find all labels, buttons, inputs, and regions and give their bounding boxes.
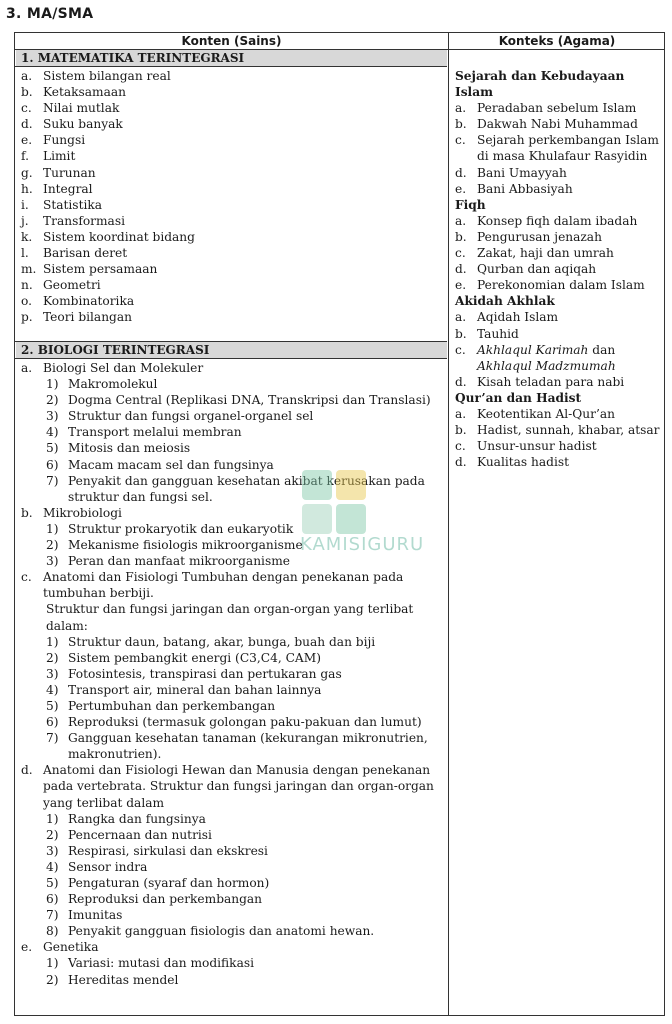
sub-item-text: Reproduksi (termasuk golongan paku-pakuan dan lumut) <box>68 715 422 730</box>
item-marker: b. <box>455 117 467 132</box>
item-marker: b. <box>455 326 467 341</box>
item-text: Suku banyak <box>43 117 123 132</box>
sub-item-number: 1) <box>46 811 59 826</box>
agama-item <box>455 181 662 197</box>
sub-item-number: 6) <box>46 715 59 730</box>
math-item <box>21 68 441 84</box>
item-text: Perekonomian dalam Islam <box>477 278 645 293</box>
math-item <box>21 309 441 325</box>
item-marker: a. <box>455 406 467 421</box>
math-item <box>21 181 441 197</box>
sub-item-text: Struktur prokaryotik dan eukaryotik <box>68 521 294 536</box>
sub-item-text: Variasi: mutasi dan modifikasi <box>68 956 254 971</box>
sub-item-text: Penyakit gangguan fisiologis dan anatomi hewan. <box>68 924 375 939</box>
item-marker: e. <box>21 940 33 955</box>
agama-item <box>455 165 662 181</box>
item-text: Zakat, haji dan umrah <box>477 246 614 261</box>
sub-item-number: 2) <box>46 393 59 408</box>
item-marker: c. <box>455 342 466 357</box>
item-text: Sistem bilangan real <box>43 69 171 83</box>
sub-item <box>21 811 445 827</box>
item-text: Biologi Sel dan Molekuler <box>43 361 204 375</box>
math-list <box>21 68 441 326</box>
sub-item <box>21 682 445 698</box>
sub-item <box>21 650 445 666</box>
sub-item <box>21 666 445 682</box>
item-marker: d. <box>455 455 467 470</box>
bio-group-d <box>21 762 445 810</box>
item-text: Keotentikan Al-Qur’an <box>477 406 615 421</box>
sub-item-text: Mekanisme fisiologis mikroorganisme <box>68 538 303 553</box>
sub-item-number: 1) <box>46 956 59 971</box>
sub-item <box>21 859 445 875</box>
sub-item-number: 3) <box>46 843 59 858</box>
agama-item <box>455 132 662 164</box>
item-marker: d. <box>455 374 467 389</box>
sub-item-number: 6) <box>46 457 59 472</box>
sub-item-number: 1) <box>46 377 59 392</box>
bio-intro: Struktur dan fungsi jaringan dan organ-organ yang terlibat dalam: <box>46 602 414 633</box>
sejarah-title: Sejarah dan Kebudayaan Islam <box>455 69 625 100</box>
sub-item-text: Pencernaan dan nutrisi <box>68 827 212 842</box>
sub-item <box>21 634 445 650</box>
item-text: Integral <box>43 181 93 196</box>
item-marker: e. <box>21 133 33 148</box>
item-marker: c. <box>21 101 32 116</box>
item-text: Nilai mutlak <box>43 101 120 116</box>
sub-item-number: 1) <box>46 521 59 536</box>
sub-item <box>21 827 445 843</box>
item-text-italic: Akhlaqul Karimah <box>477 342 589 357</box>
sub-item <box>21 392 445 408</box>
bio-group-e <box>21 939 445 955</box>
item-text: Geometri <box>43 278 101 293</box>
sub-item-number: 5) <box>46 698 59 713</box>
math-item <box>21 116 441 132</box>
math-item <box>21 132 441 148</box>
sub-item-text: Hereditas mendel <box>68 972 179 987</box>
item-text: Qurban dan aqiqah <box>477 262 597 277</box>
sub-item <box>21 440 445 456</box>
sub-item <box>21 891 445 907</box>
page-heading: 3. MA/SMA <box>6 6 94 22</box>
sub-item <box>21 408 445 424</box>
math-item <box>21 229 441 245</box>
sub-item-text: Penyakit dan gangguan kesehatan akibat kerusakan pada struktur dan fungsi sel. <box>68 473 425 504</box>
sub-item-number: 8) <box>46 924 59 939</box>
sub-item-text: Pertumbuhan dan perkembangan <box>68 698 276 713</box>
math-item <box>21 245 441 261</box>
math-item <box>21 261 441 277</box>
sub-item <box>21 923 445 939</box>
sub-item-text: Struktur dan fungsi organel-organel sel <box>68 409 314 424</box>
item-text: Transformasi <box>43 213 125 228</box>
agama-item <box>455 277 662 293</box>
item-marker: a. <box>455 213 467 228</box>
agama-item <box>455 309 662 325</box>
item-text-italic: Akhlaqul Madzmumah <box>477 358 616 373</box>
sub-item-number: 7) <box>46 473 59 488</box>
header-konten: Konten (Sains) <box>181 34 282 48</box>
sub-item-text: Mitosis dan meiosis <box>68 441 191 456</box>
item-marker: d. <box>455 165 467 180</box>
item-text: Kisah teladan para nabi <box>477 374 625 389</box>
sub-item-number: 2) <box>46 827 59 842</box>
item-marker: p. <box>21 310 33 325</box>
sub-item-text: Rangka dan fungsinya <box>68 811 206 826</box>
sub-item-text: Pengaturan (syaraf dan hormon) <box>68 876 270 890</box>
sub-item-number: 6) <box>46 892 59 907</box>
bio-group-b <box>21 505 445 521</box>
sub-item-number: 2) <box>46 972 59 987</box>
math-item <box>21 100 441 116</box>
item-marker: e. <box>455 278 467 293</box>
sub-item <box>21 714 445 730</box>
math-item <box>21 213 441 229</box>
math-item <box>21 293 441 309</box>
agama-item <box>455 100 662 116</box>
sub-item-number: 3) <box>46 666 59 681</box>
item-text: Kualitas hadist <box>477 455 570 470</box>
math-item <box>21 197 441 213</box>
item-text: Barisan deret <box>43 246 128 261</box>
math-title-divider <box>15 66 447 67</box>
item-marker: c. <box>455 439 466 454</box>
item-marker: a. <box>455 310 467 325</box>
sub-item-number: 3) <box>46 554 59 569</box>
item-marker: k. <box>21 229 33 244</box>
item-text: Anatomi dan Fisiologi Hewan dan Manusia dengan penekanan pada vertebrata. Struktur dan fungsi jaringan dan organ-organ yang terlibat dalam <box>43 763 434 810</box>
sub-item <box>21 698 445 714</box>
agama-item <box>455 454 662 470</box>
math-item <box>21 84 441 100</box>
sub-item <box>21 875 445 891</box>
sub-item <box>21 843 445 859</box>
sub-item-text: Sensor indra <box>68 859 148 874</box>
sub-item-text: Sistem pembangkit energi (C3,C4, CAM) <box>68 650 321 665</box>
item-text: Sistem koordinat bidang <box>43 229 195 244</box>
item-marker: a. <box>21 69 33 83</box>
sub-item-text: Imunitas <box>68 908 123 923</box>
item-text: Pengurusan jenazah <box>477 229 602 244</box>
sub-item-text: Struktur daun, batang, akar, bunga, buah dan biji <box>68 634 376 649</box>
sub-item-text: Makromolekul <box>68 377 158 392</box>
agama-item <box>455 213 662 229</box>
agama-item <box>455 326 662 342</box>
sub-item <box>21 473 445 505</box>
header-konteks: Konteks (Agama) <box>498 34 616 48</box>
item-marker: g. <box>21 165 33 180</box>
sub-item-number: 7) <box>46 908 59 923</box>
bio-group-a <box>21 360 445 376</box>
sub-item-number: 5) <box>46 876 59 890</box>
agama-item <box>455 374 662 390</box>
item-text: Statistika <box>43 197 103 212</box>
sub-item-text: Dogma Central (Replikasi DNA, Transkripsi dan Translasi) <box>68 393 431 408</box>
sub-item-text: Peran dan manfaat mikroorganisme <box>68 554 290 569</box>
item-marker: b. <box>455 229 467 244</box>
item-text: Bani Umayyah <box>477 165 567 180</box>
math-item <box>21 277 441 293</box>
item-text-plain: dan <box>588 342 616 357</box>
sub-item-number: 3) <box>46 409 59 424</box>
agama-item <box>455 245 662 261</box>
item-marker: c. <box>21 570 32 585</box>
fiqh-title: Fiqh <box>455 197 486 212</box>
item-text: Bani Abbasiyah <box>477 181 573 196</box>
agama-item <box>455 406 662 422</box>
item-text: Dakwah Nabi Muhammad <box>477 117 638 132</box>
item-marker: n. <box>21 278 33 293</box>
sub-item-number: 4) <box>46 859 59 874</box>
item-marker: e. <box>455 181 467 196</box>
agama-list <box>455 68 662 470</box>
item-text: Teori bilangan <box>43 310 132 325</box>
item-marker: o. <box>21 294 32 309</box>
item-marker: b. <box>21 85 33 100</box>
item-text <box>477 342 616 374</box>
item-marker: c. <box>455 133 466 148</box>
item-text: Unsur-unsur hadist <box>477 439 597 454</box>
item-marker: i. <box>21 197 29 212</box>
sub-item-text: Respirasi, sirkulasi dan ekskresi <box>68 843 268 858</box>
sub-item-text: Transport melalui membran <box>68 425 242 440</box>
item-marker: d. <box>455 262 467 277</box>
agama-item <box>455 261 662 277</box>
sub-item <box>21 376 445 392</box>
sub-item-text: Gangguan kesehatan tanaman (kekurangan mikronutrien, makronutrien). <box>68 731 428 762</box>
item-text: Konsep fiqh dalam ibadah <box>477 213 638 228</box>
math-item <box>21 148 441 164</box>
watermark-logo-icon <box>300 468 368 536</box>
item-marker: c. <box>455 246 466 261</box>
watermark-text: KAMISIGURU <box>300 534 425 555</box>
sub-item-text: Fotosintesis, transpirasi dan pertukaran gas <box>68 666 342 681</box>
item-marker: b. <box>21 505 33 520</box>
item-text: Turunan <box>43 165 96 180</box>
item-text: Limit <box>43 149 76 164</box>
item-marker: d. <box>21 763 33 778</box>
sub-item <box>21 955 445 971</box>
item-marker: m. <box>21 262 37 277</box>
sub-item-text: Macam macam sel dan fungsinya <box>68 457 274 472</box>
sub-item <box>21 907 445 923</box>
sub-item-number: 5) <box>46 441 59 456</box>
item-text: Mikrobiologi <box>43 505 122 520</box>
agama-item <box>455 438 662 454</box>
item-text: Peradaban sebelum Islam <box>477 101 637 116</box>
math-item <box>21 165 441 181</box>
quran-title: Qur’an dan Hadist <box>455 390 582 405</box>
sub-item-number: 7) <box>46 731 59 746</box>
item-marker: j. <box>21 213 29 228</box>
item-marker: b. <box>455 423 467 438</box>
bio-title-divider <box>15 358 447 359</box>
sub-item <box>21 553 445 569</box>
item-text: Ketaksamaan <box>43 85 126 100</box>
item-text: Fungsi <box>43 133 86 148</box>
sub-item <box>21 730 445 762</box>
item-text: Anatomi dan Fisiologi Tumbuhan dengan penekanan pada tumbuhan berbiji. <box>43 570 404 601</box>
item-text: Sejarah perkembangan Islam di masa Khulafaur Rasyidin <box>477 133 659 164</box>
sub-item-text: Reproduksi dan perkembangan <box>68 892 263 907</box>
item-marker: a. <box>455 101 467 116</box>
item-text: Sistem persamaan <box>43 262 158 277</box>
item-marker: a. <box>21 361 33 375</box>
agama-item <box>455 342 662 374</box>
sub-item <box>21 972 445 988</box>
sub-item <box>21 457 445 473</box>
item-marker: d. <box>21 117 33 132</box>
bio-group-c <box>21 569 445 601</box>
column-divider <box>448 33 449 1015</box>
sub-item-text: Transport air, mineral dan bahan lainnya <box>68 682 322 697</box>
section-math-title: 1. MATEMATIKA TERINTEGRASI <box>16 50 447 66</box>
sub-item-number: 4) <box>46 682 59 697</box>
item-text: Kombinatorika <box>43 294 135 309</box>
item-text: Genetika <box>43 940 99 955</box>
section-bio-title: 2. BIOLOGI TERINTEGRASI <box>16 342 447 358</box>
sub-item-number: 2) <box>46 538 59 553</box>
item-text: Hadist, sunnah, khabar, atsar <box>477 423 660 438</box>
item-marker: l. <box>21 246 29 261</box>
item-text: Tauhid <box>477 326 519 341</box>
akidah-title: Akidah Akhlak <box>455 294 555 309</box>
agama-item <box>455 116 662 132</box>
item-marker: f. <box>21 149 29 164</box>
sub-item <box>21 424 445 440</box>
sub-item-number: 1) <box>46 634 59 649</box>
bio-list <box>21 360 445 988</box>
agama-item <box>455 229 662 245</box>
item-marker: h. <box>21 181 33 196</box>
item-text: Aqidah Islam <box>477 310 559 325</box>
sub-item-number: 2) <box>46 650 59 665</box>
agama-item <box>455 422 662 438</box>
sub-item-number: 4) <box>46 425 59 440</box>
